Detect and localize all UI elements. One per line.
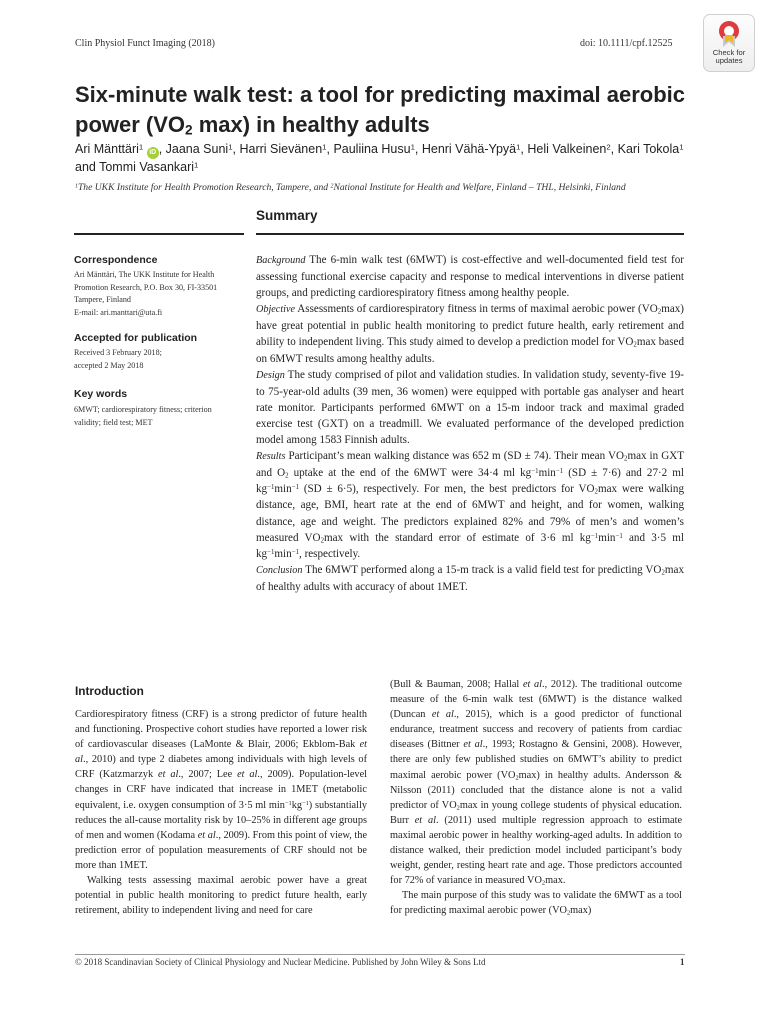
summary-heading: Summary [256,208,318,223]
intro-paragraph: Cardiorespiratory fitness (CRF) is a strong predictor of future health and functioning. Prospective cohort studies have reported a lower risk of cardiovascular diseases (LaMonte & Blair, 2006; Ekblom-Bak et al., 2010) and type 2 diabetes among individuals with high levels of CRF (Katzmarzyk et al., 2007; Lee et al., 2009). Population-level changes in CRF have indicated that increase in 1MET (metabolic equivalent, i.e. oxygen consumption of 3·5 ml $\min^{-1}kg^{-1}$) substantially reduces the all-cause mortality risk by 10–25% in different age groups of men and women (Kodama et al., 2009). From this point of view, the prediction error of population measurements of CRF should not be more than 1MET. [75,709,368,871]
introduction-heading: Introduction [75,684,144,698]
left-rule [74,233,244,235]
author-name[interactable]: Harri Sievänen [239,142,323,156]
author-name[interactable]: Jaana Suni [165,142,229,156]
journal-citation: Clin Physiol Funct Imaging (2018) [75,38,215,49]
abstract-results: Results Participant’s mean walking distance was 652 m (SD ± 74). Their mean $VO_2\max$ in GXT and $O_2$ uptake at the end of the 6MWT were 34·4 ml $kg^{-1}\min^{-1}$ (SD ± 7·6) and 27·2 ml $kg^{-1}\min^{-1}$ (SD ± 6·5), respectively. For men, the best predictors for $VO_2\max$ were walking distance, age, BMI, heart rate at the end of 6MWT and height, and for women, walking distance, age and weight. The predictors explained 82% and 79% of men’s and women’s measured $VO_2\max$ with the standard error of estimate of 3·6 ml $kg^{-1}\min^{-1}$ and 3·5 ml $kg^{-1}\min^{-1}$, respectively. [256,450,685,560]
received-date: Received 3 February 2018; [74,348,162,357]
correspondence-line: Promotion Research, P.O. Box 30, FI-33501 [74,282,218,292]
author-name[interactable]: Ari Mänttäri [75,142,139,156]
keywords-line: validity; field test; MET [74,417,153,427]
copyright-notice: © 2018 Scandinavian Society of Clinical Physiology and Nuclear Medicine. Published by John Wiley & Sons Ltd [75,957,486,967]
keywords-block [74,404,244,429]
intro-paragraph: Walking tests assessing maximal aerobic power have a great potential in public health monitoring to predict future health, early retirement, ability to independent living and need for care [75,875,367,917]
abstract-background: Background The 6-min walk test (6MWT) is cost-effective and well-documented field test for assessing functional exercise capacity and response to medical interventions in diverse patient groups, and predicting cardiorespiratory fitness among healthy people. [256,254,684,300]
author-name[interactable]: Henri Vähä-Ypyä [421,142,517,156]
keywords-heading: Key words [74,388,128,400]
accepted-block [74,347,244,372]
page-number: 1 [680,957,685,967]
author-name[interactable]: Kari Tokola [617,142,680,156]
correspondence-block [74,269,244,320]
bookmark-icon [718,20,740,48]
abstract-conclusion: Conclusion The 6MWT performed along a 15-m track is a valid field test for predicting $VO_2\max$ of healthy adults with accuracy of about 1MET. [256,563,684,593]
accepted-heading: Accepted for publication [74,332,198,344]
body-column-left [75,707,367,918]
abstract-design: Design The study comprised of pilot and validation studies. In validation study, seventy-five 19- to 75-year-old adults (39 men, 36 women) were equipped with portable gas analyser and heart rate monitor. Participants performed 6MWT on a 15-m indoor track and maximal graded exercise test (GXT) on a treadmill. We evaluated performance of the developed prediction model among 1583 Finnish adults. [256,368,684,447]
author-name[interactable]: Tommi Vasankari [99,160,195,174]
article-title: Six-minute walk test: a tool for predicting maximal aerobic power ($VO_2$ max) in healthy adults [75,82,686,138]
orcid-icon[interactable]: iD [147,147,159,159]
intro-paragraph: The main purpose of this study was to validate the 6MWT as a tool for predicting maximal aerobic power $(VO_2\max)$ [390,890,682,917]
footer-divider [75,954,685,955]
email-link[interactable]: E-mail: ari.manttari@uta.fi [74,308,163,318]
summary-rule [256,233,684,235]
author-name[interactable]: Heli Valkeinen [527,142,607,156]
body-column-right [390,677,682,919]
abstract-objective: Objective Assessments of cardiorespiratory fitness in terms of maximal aerobic power $(VO_2\max)$ have great potential in public health monitoring to predict future health, early retirement and ability to independent living. This study aimed to develop a prediction model for $VO_2\max$ based on 6MWT results among healthy adults. [256,303,684,365]
check-for-updates-badge[interactable] [703,14,755,72]
badge-label-2: updates [715,56,743,66]
affiliations: $^1$The UKK Institute for Health Promotion Research, Tampere, and $^2$National Institute for Health and Welfare, Finland – THL, Helsinki, Finland [75,182,626,193]
correspondence-line: Tampere, Finland [74,295,131,305]
correspondence-heading: Correspondence [74,254,158,266]
correspondence-line: Ari Mänttäri, The UKK Institute for Health [74,270,215,279]
author-name[interactable]: Pauliina Husu [333,142,411,156]
doi-link[interactable]: doi: 10.1111/cpf.12525 [580,38,673,49]
badge-label-1: Check for [712,48,746,57]
keywords-line: 6MWT; cardiorespiratory fitness; criterion [74,405,212,414]
accepted-date: accepted 2 May 2018 [74,360,144,370]
summary-abstract [256,252,684,595]
author-list: Ari Mänttäri$^1$ iD , Jaana Suni$^1$, Harri Sievänen$^1$, Pauliina Husu$^1$, Henri Vähä-Ypyä$^1$, Heli Valkeinen$^2$, Kari Tokola$^1$ and Tommi Vasankari$^1$ [75,142,684,174]
intro-paragraph: (Bull & Bauman, 2008; Hallal et al., 2012). The traditional outcome measure of the 6-min walk test (6MWT) is the distance walked (Duncan et al., 2015), which is a good predictor of functional endurance, treatment success and recovery of patients from cardiac diseases (Bittner et al., 1993; Rostagno & Gensini, 2008). However, there are only few published studies on 6MWT’s ability to predict maximal aerobic power $(VO_2\max)$ in healthy adults. Andersson & Nilsson (2011) concluded that the distance alone is not a valid predictor of $VO_2\max$ in young college students of physical education. Burr et al. (2011) used multiple regression approach to estimate maximal aerobic power in healthy working-aged adults. In addition to distance walked, their prediction model included participant’s body weight, gender, resting heart rate and age. Those predictors accounted for 72% of variance in measured $VO_2\max$. [390,679,683,887]
